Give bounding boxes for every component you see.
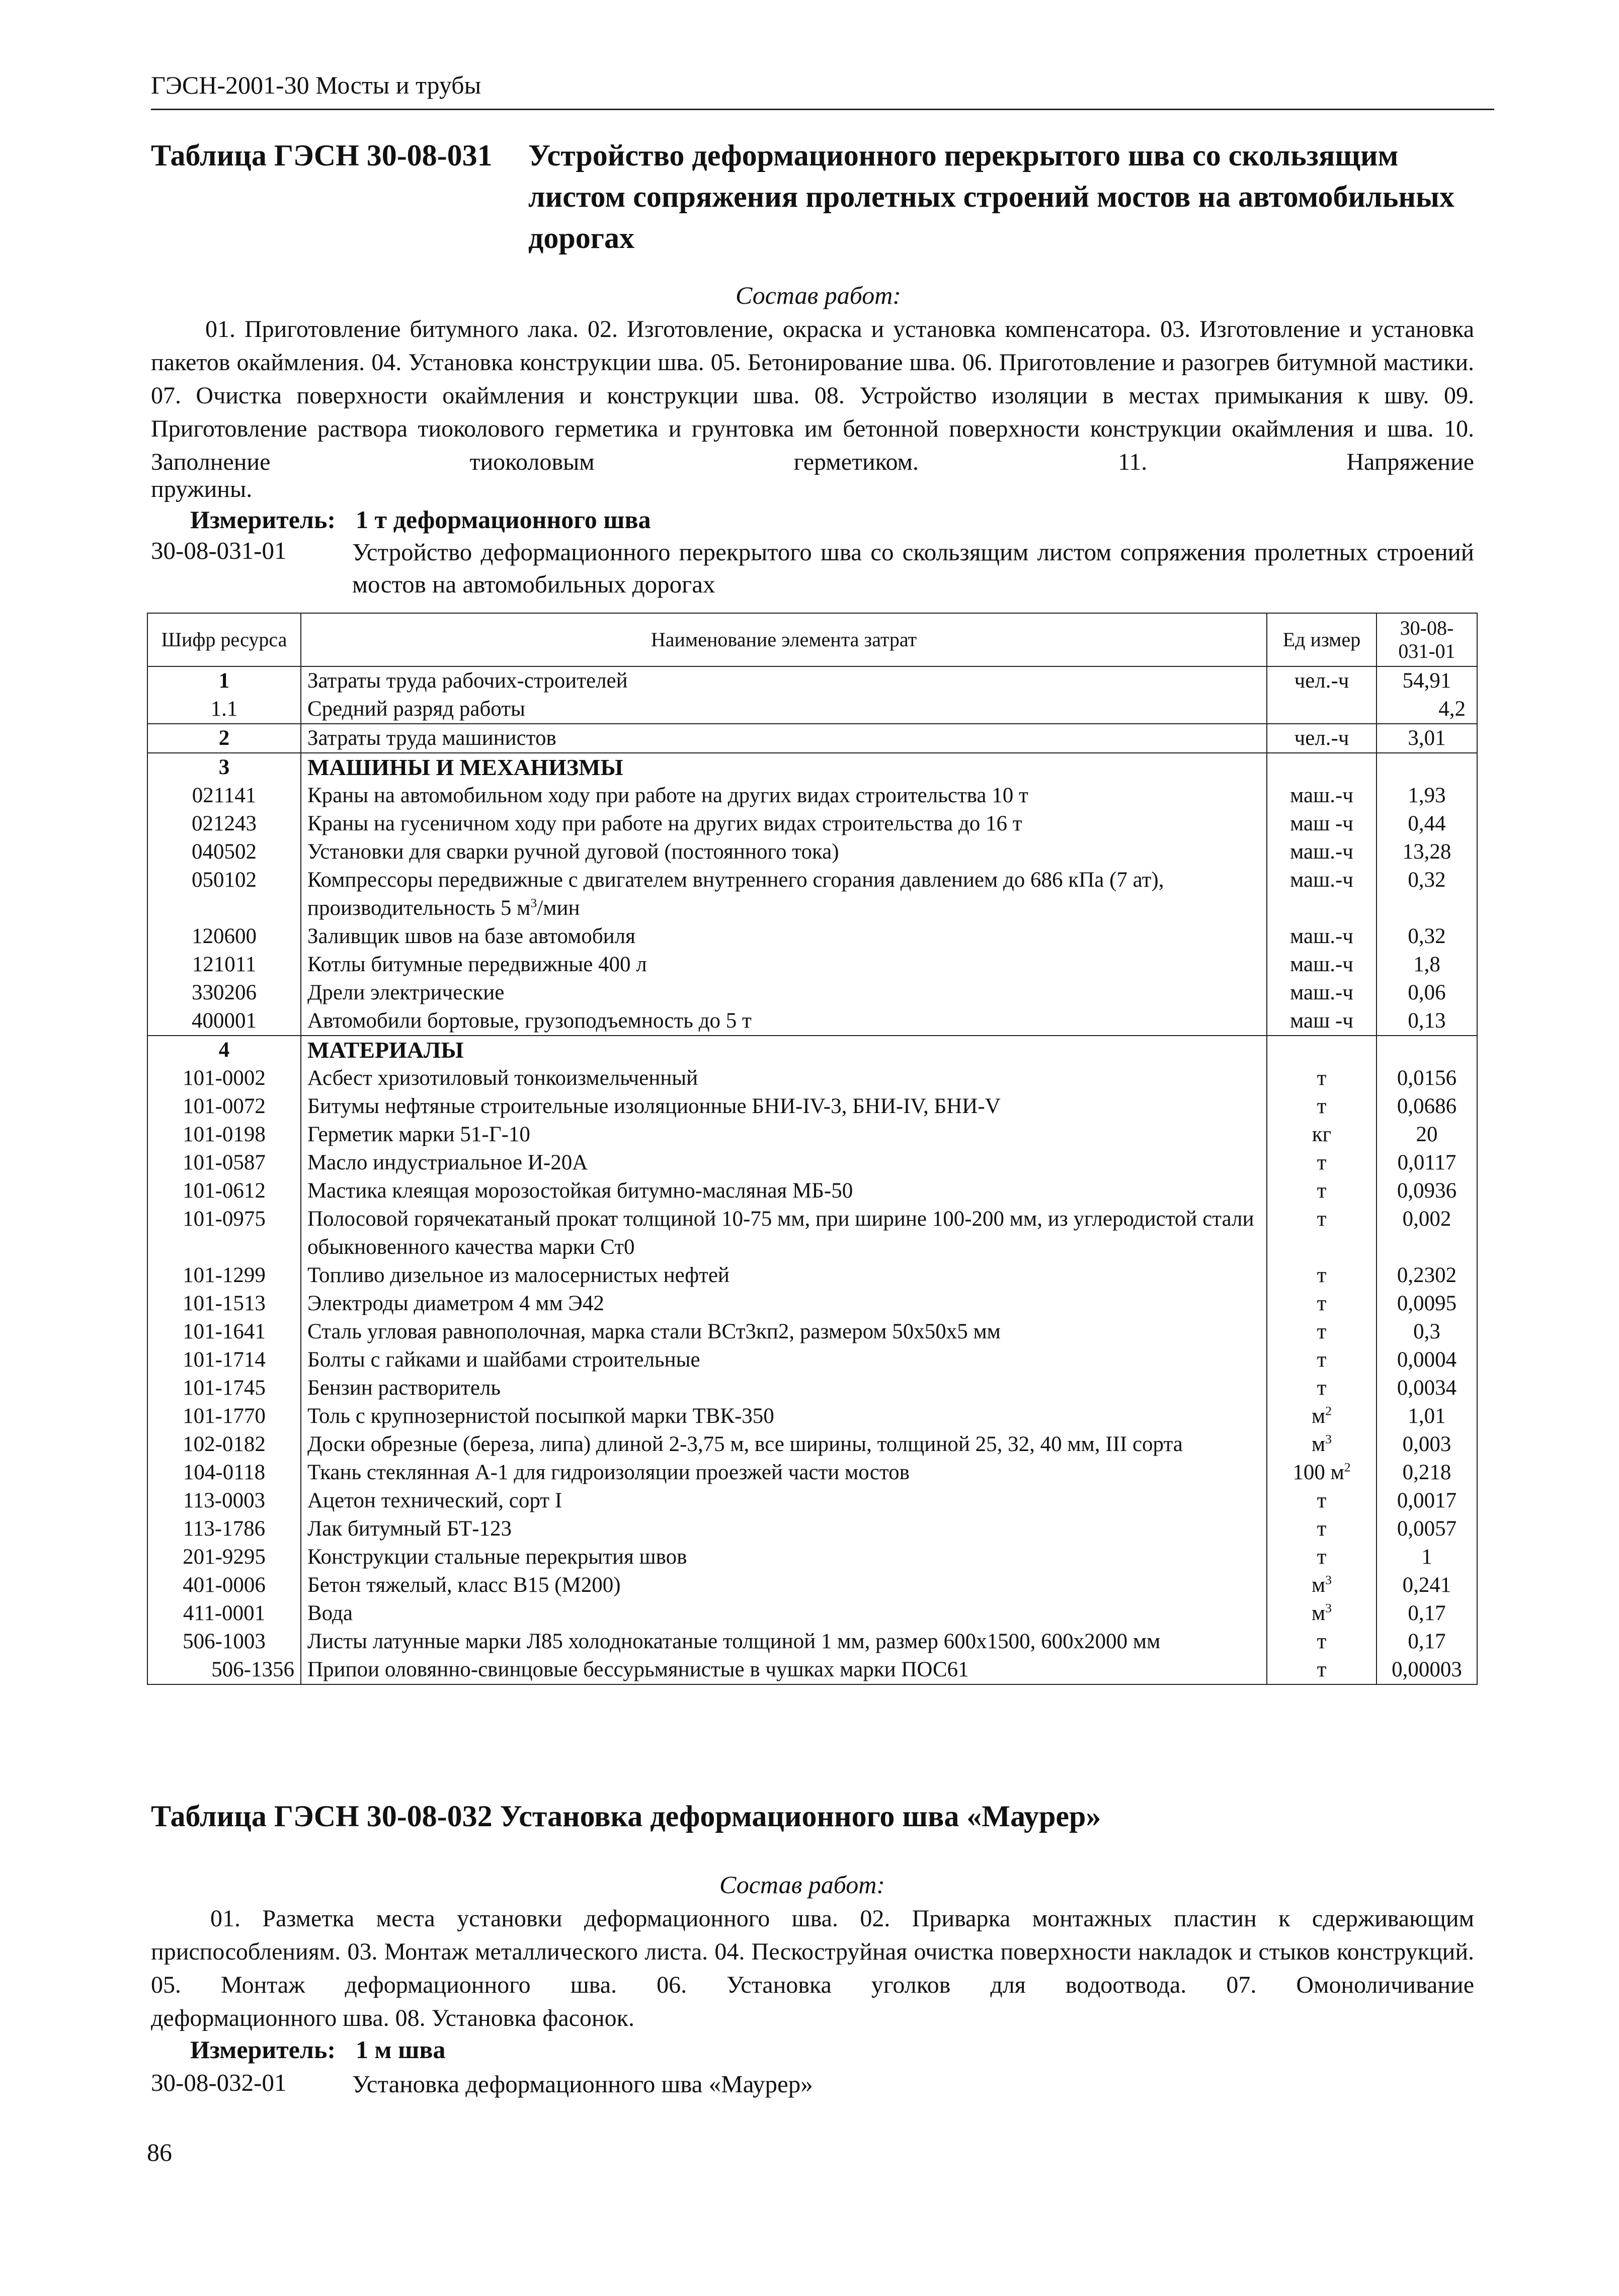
table2-title: Таблица ГЭСН 30-08-032 Установка деформационного шва «Маурер» [151, 1800, 1101, 1833]
table1-composition-body: 01. Приготовление битумного лака. 02. Изготовление, окраска и установка компенсатора. 03. Изготовление и установка пакетов окаймления. 04. Установка конструкции шва. 05. Бетонирование шва. 06. Приготовление и разогрев битумной мастики. 07. Очистка поверхности окаймления и конструкции шва. 08. Устройство изоляции в местах примыкания к шву. 09. Приготовление раствора тиоколового герметика и грунтовка им бетонной поверхности конструкции окаймления и шва. 10. Заполнение тиоколовым герметиком. 11. Напряжение [151, 316, 1474, 475]
row-name: Установки для сварки ручной дуговой (постоянного тока) [301, 838, 1267, 866]
row-code: 330206 [147, 979, 301, 1007]
row-unit: м [1311, 1573, 1326, 1597]
table-row [147, 1261, 1477, 1290]
row-code: 101-0198 [147, 1121, 301, 1149]
row-unit: т [1267, 1177, 1377, 1205]
table-row [147, 1346, 1477, 1374]
row-value: 0,3 [1377, 1318, 1477, 1346]
table-row [147, 1205, 1477, 1261]
table-row [147, 1374, 1477, 1402]
unit-exponent: 3 [530, 895, 537, 910]
row-unit: маш.-ч [1267, 979, 1377, 1007]
table-row [147, 1149, 1477, 1177]
row-unit-composite [1267, 1402, 1377, 1430]
row-unit-composite [1267, 1599, 1377, 1628]
table-row [147, 922, 1477, 951]
table-header-row [147, 613, 1477, 666]
page-number: 86 [147, 2138, 172, 2166]
row-value: 0,0686 [1377, 1092, 1477, 1121]
row-name: Краны на автомобильном ходу при работе на других видах строительства 10 т [301, 782, 1267, 810]
row-name: Доски обрезные (береза, липа) длиной 2-3,75 м, все ширины, толщиной 25, 32, 40 мм, III сорта [301, 1430, 1267, 1459]
row-code: 121011 [147, 951, 301, 979]
table-row [147, 979, 1477, 1007]
row-value: 0,0117 [1377, 1149, 1477, 1177]
row-unit: м [1311, 1404, 1326, 1428]
table-row [147, 1290, 1477, 1318]
row-name: Вода [301, 1599, 1267, 1628]
row-code: 4 [147, 1036, 301, 1064]
row-name: Болты с гайками и шайбами строительные [301, 1346, 1267, 1374]
table-row [147, 1402, 1477, 1430]
row-code: 101-1714 [147, 1346, 301, 1374]
table1-norm-code: 30-08-031-01 [151, 537, 287, 564]
row-value: 1,8 [1377, 951, 1477, 979]
row-value: 0,00003 [1377, 1656, 1477, 1684]
row-name: Толь с крупнозернистой посыпкой марки ТВК-350 [301, 1402, 1267, 1430]
row-code: 101-0975 [147, 1205, 301, 1261]
row-code: 101-0587 [147, 1149, 301, 1177]
row-value: 13,28 [1377, 838, 1477, 866]
row-value: 0,44 [1377, 810, 1477, 838]
row-unit-composite [1267, 1571, 1377, 1599]
row-unit: маш.-ч [1267, 866, 1377, 922]
row-value: 0,0017 [1377, 1487, 1477, 1515]
row-unit: т [1267, 1318, 1377, 1346]
row-code: 101-1641 [147, 1318, 301, 1346]
table-row [147, 1064, 1477, 1092]
row-code: 101-0002 [147, 1064, 301, 1092]
row-code: 401-0006 [147, 1571, 301, 1599]
row-value: 54,91 [1377, 666, 1477, 695]
row-unit: т [1267, 1149, 1377, 1177]
col-header-code: Шифр ресурса [147, 613, 301, 666]
row-code: 101-1745 [147, 1374, 301, 1402]
row-name-tail: /мин [537, 896, 580, 920]
row-value: 0,17 [1377, 1628, 1477, 1656]
table-row [147, 1318, 1477, 1346]
table1-composition-tail: пружины. [151, 476, 253, 502]
row-code: 1.1 [147, 695, 301, 724]
row-unit: т [1267, 1261, 1377, 1290]
col-header-unit: Ед измер [1267, 613, 1377, 666]
row-value: 0,32 [1377, 866, 1477, 922]
table1-norm-name: Устройство деформационного перекрытого шва со скользящим листом сопряжения пролетных строений мостов на автомобильных дорогах [352, 538, 1474, 598]
row-name: Дрели электрические [301, 979, 1267, 1007]
table1-measure-label: Измеритель: [190, 505, 336, 534]
row-value: 0,32 [1377, 922, 1477, 951]
row-code: 2 [147, 724, 301, 753]
table-row [147, 1430, 1477, 1459]
row-value: 0,0936 [1377, 1177, 1477, 1205]
running-header: ГЭСН-2001-30 Мосты и трубы [151, 71, 481, 99]
row-value: 0,003 [1377, 1430, 1477, 1459]
row-code: 411-0001 [147, 1599, 301, 1628]
row-value: 0,13 [1377, 1007, 1477, 1036]
table-row [147, 866, 1477, 922]
row-code: 102-0182 [147, 1430, 301, 1459]
table-row [147, 1121, 1477, 1149]
row-value: 0,17 [1377, 1599, 1477, 1628]
table1-title: Устройство деформационного перекрытого шва со скользящим листом сопряжения пролетных строений мостов на автомобильных дорогах [528, 139, 1454, 254]
section-heading: МАТЕРИАЛЫ [301, 1036, 1267, 1064]
row-name: Асбест хризотиловый тонкоизмельченный [301, 1064, 1267, 1092]
row-name: Мастика клеящая морозостойкая битумно-масляная МБ-50 [301, 1177, 1267, 1205]
table-row [147, 1515, 1477, 1543]
row-code: 101-0072 [147, 1092, 301, 1121]
table-row [147, 1599, 1477, 1628]
row-value: 1,01 [1377, 1402, 1477, 1430]
table2-composition-tail: деформационного шва. 08. Установка фасонок. [151, 2005, 634, 2031]
table-row [147, 810, 1477, 838]
row-value: 0,06 [1377, 979, 1477, 1007]
table-row [147, 1656, 1477, 1684]
row-name: Автомобили бортовые, грузоподъемность до 5 т [301, 1007, 1267, 1036]
row-code: 101-1513 [147, 1290, 301, 1318]
table-row [147, 1571, 1477, 1599]
row-code: 120600 [147, 922, 301, 951]
row-name: Топливо дизельное из малосернистых нефтей [301, 1261, 1267, 1290]
row-name: Краны на гусеничном ходу при работе на других видах строительства до 16 т [301, 810, 1267, 838]
row-name: Битумы нефтяные строительные изоляционные БНИ-IV-3, БНИ-IV, БНИ-V [301, 1092, 1267, 1121]
row-code: 506-1003 [147, 1628, 301, 1656]
table-row [147, 1007, 1477, 1036]
table-row [147, 1487, 1477, 1515]
section-heading: МАШИНЫ И МЕХАНИЗМЫ [301, 753, 1267, 782]
row-value: 0,0004 [1377, 1346, 1477, 1374]
unit-exponent: 3 [1325, 1600, 1332, 1615]
row-code: 113-1786 [147, 1515, 301, 1543]
row-name: Припои оловянно-свинцовые бессурьмянистые в чушках марки ПОС61 [301, 1656, 1267, 1684]
row-name: Затраты труда машинистов [301, 724, 1267, 753]
table2-measure-label: Измеритель: [190, 2035, 336, 2064]
row-code: 101-1299 [147, 1261, 301, 1290]
row-value: 1 [1377, 1543, 1477, 1571]
row-unit: т [1267, 1487, 1377, 1515]
row-value: 0,0057 [1377, 1515, 1477, 1543]
row-code: 201-9295 [147, 1543, 301, 1571]
row-value: 0,218 [1377, 1459, 1477, 1487]
row-unit: кг [1267, 1121, 1377, 1149]
col-header-value: 30-08-031-01 [1377, 613, 1477, 666]
row-code: 040502 [147, 838, 301, 866]
table-row [147, 1177, 1477, 1205]
row-code: 021141 [147, 782, 301, 810]
row-value: 1,93 [1377, 782, 1477, 810]
row-unit: маш -ч [1267, 810, 1377, 838]
row-name: Ацетон технический, сорт I [301, 1487, 1267, 1515]
row-unit: т [1267, 1205, 1377, 1261]
table-row [147, 1628, 1477, 1656]
row-unit: т [1267, 1543, 1377, 1571]
row-code: 050102 [147, 866, 301, 922]
row-value: 0,0156 [1377, 1064, 1477, 1092]
table2-norm-name: Установка деформационного шва «Маурер» [352, 2070, 813, 2098]
table1-code: Таблица ГЭСН 30-08-031 [151, 139, 493, 172]
row-value: 0,2302 [1377, 1261, 1477, 1290]
resources-table [147, 613, 1478, 1685]
table1-composition-label: Состав работ: [736, 281, 902, 309]
row-unit [1267, 695, 1377, 724]
row-name: Затраты труда рабочих-строителей [301, 666, 1267, 695]
table-section-row [147, 753, 1477, 782]
row-unit [1267, 753, 1377, 782]
row-code: 1 [147, 666, 301, 695]
row-unit: т [1267, 1346, 1377, 1374]
row-name: Сталь угловая равнополочная, марка стали ВСт3кп2, размером 50х50х5 мм [301, 1318, 1267, 1346]
row-unit: маш.-ч [1267, 782, 1377, 810]
header-rule [151, 109, 1494, 110]
table-section-row [147, 1036, 1477, 1064]
row-unit: м [1311, 1432, 1326, 1456]
row-unit-composite [1267, 1459, 1377, 1487]
row-unit [1267, 1036, 1377, 1064]
row-name: Электроды диаметром 4 мм Э42 [301, 1290, 1267, 1318]
row-unit: чел.-ч [1267, 724, 1377, 753]
row-code: 021243 [147, 810, 301, 838]
row-code: 101-0612 [147, 1177, 301, 1205]
row-unit: т [1267, 1374, 1377, 1402]
unit-exponent: 2 [1344, 1460, 1351, 1475]
table2-measure-value: 1 м шва [356, 2035, 446, 2064]
row-value: 4,2 [1377, 695, 1477, 724]
row-name: Бензин растворитель [301, 1374, 1267, 1402]
row-name: Лак битумный БТ-123 [301, 1515, 1267, 1543]
row-value: 0,002 [1377, 1205, 1477, 1261]
row-unit: маш -ч [1267, 1007, 1377, 1036]
row-code: 104-0118 [147, 1459, 301, 1487]
row-code: 101-1770 [147, 1402, 301, 1430]
table1-measure [190, 505, 651, 534]
row-unit: т [1267, 1092, 1377, 1121]
table2-composition-body: 01. Разметка места установки деформационного шва. 02. Приварка монтажных пластин к сдерживающим приспособлениям. 03. Монтаж металлического листа. 04. Пескоструйная очистка поверхности накладок и стыков конструкций. 05. Монтаж деформационного шва. 06. Установка уголков для водоотвода. 07. Омоноличивание [151, 1905, 1474, 1998]
col-header-name: Наименование элемента затрат [301, 613, 1267, 666]
row-unit: маш.-ч [1267, 922, 1377, 951]
row-name: Средний разряд работы [301, 695, 1267, 724]
row-unit: т [1267, 1628, 1377, 1656]
table-row [147, 782, 1477, 810]
row-value: 3,01 [1377, 724, 1477, 753]
row-name: Ткань стеклянная А-1 для гидроизоляции проезжей части мостов [301, 1459, 1267, 1487]
row-name: Листы латунные марки Л85 холоднокатаные толщиной 1 мм, размер 600х1500, 600х2000 мм [301, 1628, 1267, 1656]
row-name: Котлы битумные передвижные 400 л [301, 951, 1267, 979]
table-row [147, 1459, 1477, 1487]
row-name: Конструкции стальные перекрытия швов [301, 1543, 1267, 1571]
table2-norm-code: 30-08-032-01 [151, 2069, 287, 2096]
row-unit: т [1267, 1290, 1377, 1318]
row-name: Полосовой горячекатаный прокат толщиной 10-75 мм, при ширине 100-200 мм, из углеродистой стали обыкновенного качества марки Ст0 [301, 1205, 1267, 1261]
row-code: 3 [147, 753, 301, 782]
row-name: Герметик марки 51-Г-10 [301, 1121, 1267, 1149]
table-row [147, 1543, 1477, 1571]
row-value: 0,0034 [1377, 1374, 1477, 1402]
table-row [147, 666, 1477, 695]
row-name-composite [301, 866, 1267, 922]
table2-composition-label: Состав работ: [719, 1870, 885, 1899]
row-unit: т [1267, 1064, 1377, 1092]
unit-exponent: 3 [1325, 1431, 1332, 1447]
table-row [147, 838, 1477, 866]
table-row [147, 695, 1477, 724]
row-name: Компрессоры передвижные с двигателем внутреннего сгорания давлением до 686 кПа (7 ат), производительность 5 м [307, 868, 1164, 920]
row-code: 400001 [147, 1007, 301, 1036]
table2-measure [190, 2035, 445, 2064]
table-row [147, 1092, 1477, 1121]
row-unit: т [1267, 1656, 1377, 1684]
row-name: Бетон тяжелый, класс В15 (М200) [301, 1571, 1267, 1599]
row-name: Масло индустриальное И-20А [301, 1149, 1267, 1177]
row-value: 20 [1377, 1121, 1477, 1149]
table-row [147, 724, 1477, 753]
table-row [147, 951, 1477, 979]
row-code: 113-0003 [147, 1487, 301, 1515]
row-value: 0,241 [1377, 1571, 1477, 1599]
unit-exponent: 2 [1325, 1403, 1332, 1418]
row-unit: 100 м [1292, 1461, 1344, 1484]
row-value: 0,0095 [1377, 1290, 1477, 1318]
row-unit: маш.-ч [1267, 951, 1377, 979]
row-unit: маш.-ч [1267, 838, 1377, 866]
unit-exponent: 3 [1325, 1572, 1332, 1587]
row-unit: м [1311, 1601, 1326, 1625]
row-unit: т [1267, 1515, 1377, 1543]
row-unit-composite [1267, 1430, 1377, 1459]
row-unit: чел.-ч [1267, 666, 1377, 695]
row-code: 506-1356 [147, 1656, 301, 1684]
row-value [1377, 753, 1477, 782]
row-value [1377, 1036, 1477, 1064]
row-name: Заливщик швов на базе автомобиля [301, 922, 1267, 951]
table1-measure-value: 1 т деформационного шва [356, 505, 651, 534]
